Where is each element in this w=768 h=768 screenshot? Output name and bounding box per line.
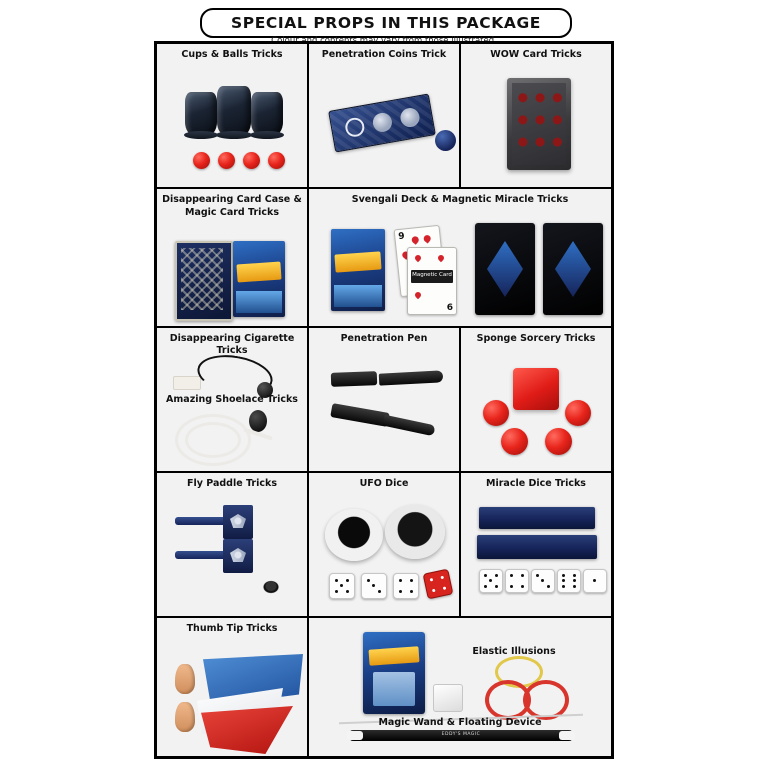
street-magic-blister-pack — [363, 632, 425, 714]
cup-middle — [217, 86, 251, 136]
pen-cap — [331, 371, 377, 387]
coin-case-emblem-1 — [344, 116, 366, 138]
heart-pip-5 — [437, 254, 445, 262]
miracle-die-5 — [583, 569, 607, 593]
blister-pack-window — [373, 672, 415, 706]
miracle-dice-art — [461, 473, 611, 616]
fly-paddle-art — [157, 473, 307, 616]
sponge-ball-left — [483, 400, 509, 426]
cell-label-secondary: Amazing Shoelace Tricks — [166, 394, 298, 405]
cup-right — [251, 92, 283, 136]
cell-penetration-coins — [308, 43, 460, 188]
miracle-die-2 — [505, 569, 529, 593]
props-grid — [154, 41, 614, 759]
heart-pip-1 — [410, 235, 420, 245]
ufo-dice-art — [309, 473, 459, 616]
paddle-blade-2 — [223, 539, 253, 573]
blister-pack-logo — [369, 646, 420, 665]
svengali-pack — [331, 229, 385, 311]
paddle-handle-1 — [175, 517, 227, 525]
magnetic-card — [407, 247, 457, 315]
ufo-die-red — [423, 569, 454, 600]
blue-deck-back-right — [543, 223, 603, 315]
cell-label: Miracle Dice Tricks — [486, 478, 586, 489]
cell-cups-and-balls — [156, 43, 308, 188]
dice-box-tray — [477, 535, 597, 559]
pen-barrel-bottom — [330, 403, 390, 427]
magnetic-card-label: Magnetic Card — [412, 272, 452, 278]
blue-coin — [435, 130, 456, 151]
magic-wand — [349, 730, 573, 741]
miracle-die-1 — [479, 569, 503, 593]
cell-disappearing-cigarette — [156, 327, 308, 472]
thumb-tip-2 — [175, 702, 195, 732]
cell-fly-paddle — [156, 472, 308, 617]
deck-diamond-emblem-left — [487, 241, 523, 297]
wow-card-hearts-pattern — [512, 83, 566, 165]
sponge-ball-bottom-right — [545, 428, 572, 455]
cell-ufo-dice — [308, 472, 460, 617]
cell-label: Thumb Tip Tricks — [186, 623, 278, 634]
coin-case — [328, 93, 436, 152]
cups-and-balls-art — [157, 44, 307, 187]
penetration-pen-art — [309, 328, 459, 471]
silk-red — [201, 706, 293, 754]
heart-pip-2 — [422, 234, 432, 244]
coin-case-emblem-2 — [371, 111, 393, 133]
cell-label: Cups & Balls Tricks — [181, 49, 283, 60]
ornate-pattern — [181, 248, 223, 310]
header-banner — [200, 8, 572, 38]
page-title: SPECIAL PROPS IN THIS PACKAGE — [231, 14, 541, 32]
heart-pip-6 — [414, 291, 422, 299]
fly-decal-2 — [230, 548, 246, 562]
cell-label: Sponge Sorcery Tricks — [476, 333, 596, 344]
dice-box-lid — [479, 507, 595, 529]
cell-label: Svengali Deck & Magnetic Miracle Tricks — [351, 194, 569, 205]
sponge-ball-right — [565, 400, 591, 426]
cell-svengali-deck — [308, 188, 612, 327]
card-rank-bottom: 6 — [446, 303, 453, 313]
coin-case-emblem-3 — [399, 107, 421, 129]
cell-label: Elastic Illusions — [472, 646, 556, 657]
cell-label: Penetration Pen — [340, 333, 428, 344]
street-magic-box — [233, 241, 285, 317]
cell-miracle-dice — [460, 472, 612, 617]
deck-diamond-emblem-right — [555, 241, 591, 297]
rubber-fly — [261, 579, 281, 595]
sponge-ball-bottom-left — [501, 428, 528, 455]
cell-label: Penetration Coins Trick — [321, 49, 447, 60]
wow-card-sleeve — [507, 78, 571, 170]
cell-label: WOW Card Tricks — [490, 49, 582, 60]
cell-label-secondary: Magic Wand & Floating Device — [378, 717, 542, 728]
ufo-die-1 — [329, 573, 355, 599]
sponge-sorcery-art — [461, 328, 611, 471]
svengali-pack-logo — [334, 251, 381, 272]
cell-sponge-sorcery — [460, 327, 612, 472]
shoelace-coil-inner — [185, 422, 241, 458]
cell-label: Disappearing Cigarette Tricks — [169, 333, 295, 356]
red-ball-3 — [243, 152, 260, 169]
cigarette — [173, 376, 201, 390]
red-ball-2 — [218, 152, 235, 169]
miracle-die-4 — [557, 569, 581, 593]
street-magic-city — [236, 291, 282, 313]
wow-card-art — [461, 44, 611, 187]
cup-left — [185, 92, 217, 136]
svengali-pack-city — [334, 285, 382, 307]
fly-decal-1 — [230, 514, 246, 528]
shoelace-tip — [249, 410, 267, 432]
red-ball-1 — [193, 152, 210, 169]
ufo-cup-right — [385, 505, 445, 559]
ornate-card-box — [175, 241, 233, 321]
white-sponge-block — [433, 684, 463, 712]
ufo-die-3 — [393, 573, 419, 599]
cell-label-line2: Magic Card Tricks — [184, 207, 280, 218]
cell-label: UFO Dice — [359, 478, 409, 489]
wand-brand-label: EDDY'S MAGIC — [441, 732, 481, 737]
elastic-illusions-art — [309, 618, 611, 756]
cell-penetration-pen — [308, 327, 460, 472]
ufo-cup-left — [325, 509, 383, 561]
sponge-cube — [513, 368, 559, 410]
thumb-tip-1 — [175, 664, 195, 694]
blue-deck-back-left — [475, 223, 535, 315]
penetration-coins-art — [309, 44, 459, 187]
miracle-die-3 — [531, 569, 555, 593]
pen-tip-section — [382, 415, 435, 437]
svengali-deck-art — [309, 189, 611, 326]
cell-label: Fly Paddle Tricks — [187, 478, 277, 489]
pen-barrel-top — [379, 370, 444, 385]
street-magic-logo — [236, 261, 281, 282]
heart-pip-4 — [414, 254, 422, 262]
ufo-die-2 — [361, 573, 387, 599]
cell-wow-card — [460, 43, 612, 188]
cell-label-line1: Disappearing Card Case & — [162, 194, 302, 205]
thumb-tip-art — [157, 618, 307, 756]
cell-elastic-illusions — [308, 617, 612, 757]
paddle-handle-2 — [175, 551, 227, 559]
paddle-blade-1 — [223, 505, 253, 539]
cell-disappearing-card-case — [156, 188, 308, 327]
card-rank-top: 9 — [397, 231, 406, 243]
cell-thumb-tip — [156, 617, 308, 757]
red-ball-4 — [268, 152, 285, 169]
